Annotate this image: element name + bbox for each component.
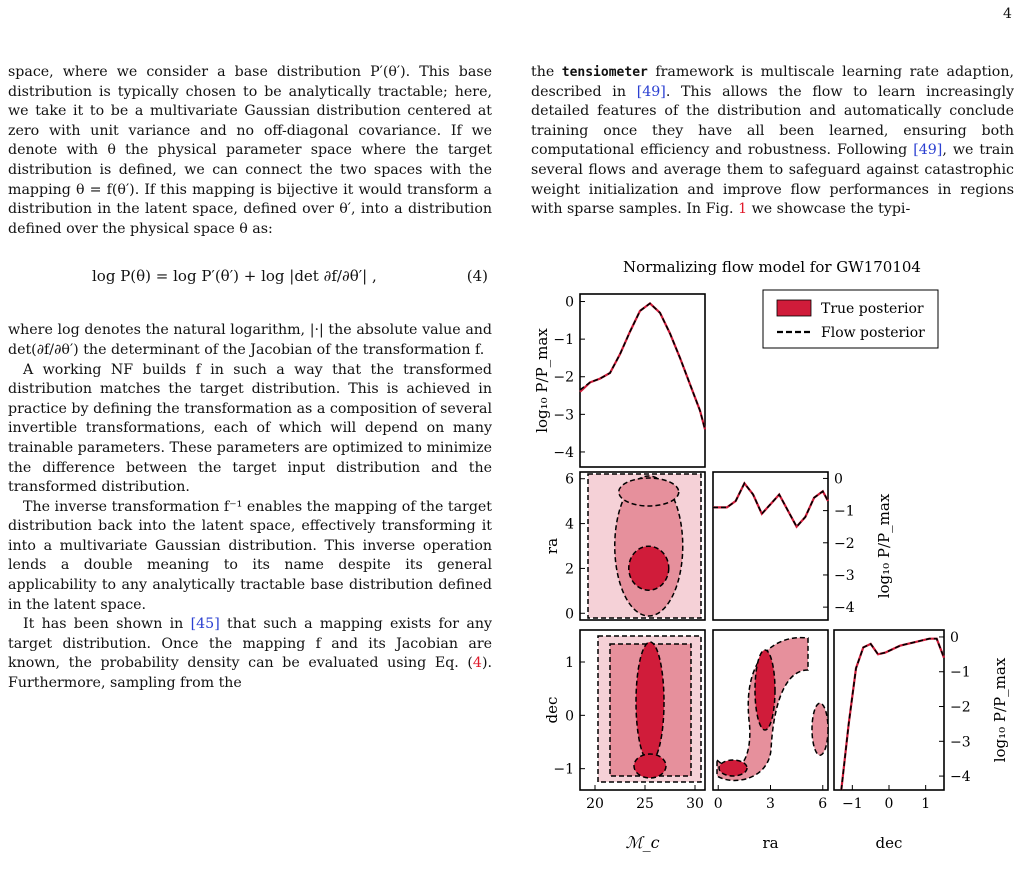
tick-label: 0 — [565, 294, 574, 311]
text-span: It has been shown in — [23, 616, 191, 633]
legend-label: Flow posterior — [821, 325, 925, 341]
axis-label-logp: log₁₀ P/P_max — [991, 657, 1009, 763]
text-span: framework is multiscale learning rate adaption, described in — [531, 64, 1014, 100]
equation-number: (4) — [466, 267, 488, 286]
tick-label: 6 — [565, 471, 574, 488]
legend — [763, 290, 938, 348]
tick-label: −3 — [553, 407, 574, 424]
contour-inner — [629, 546, 669, 590]
tick-label: −4 — [950, 769, 971, 786]
corner-plot — [527, 250, 1017, 875]
tick-label: 1 — [565, 655, 574, 671]
page-number: 4 — [1003, 6, 1012, 22]
tick-label: 30 — [686, 796, 704, 812]
tick-label: −1 — [553, 761, 574, 778]
joint-mc-dec — [543, 630, 705, 812]
flow-posterior-line — [841, 639, 944, 790]
right-column — [531, 63, 1014, 220]
marginal-ra — [713, 471, 893, 620]
equation: log P(θ) = log P′(θ′) + log |det ∂f/∂θ′| , — [92, 267, 377, 286]
axis-label-logp: log₁₀ P/P_max — [875, 493, 893, 599]
tick-label: 1 — [921, 796, 931, 812]
tick-label: −4 — [553, 444, 574, 461]
paragraph: A working NF builds f in such a way that the transformed distribution matches the target distribution. This is achieved in practice by defining the transformation as a composition of several invertible transformations, each of which will depend on many trainable parameters. These parameters are optimized to minimize the difference between the target input distribution and the transformed distribution. — [8, 361, 492, 496]
citation-link[interactable]: [49] — [913, 142, 943, 159]
corner-plot-figure — [527, 250, 1017, 875]
citation-link[interactable]: [49] — [636, 83, 666, 100]
axis-label-dec: dec — [543, 696, 561, 724]
tick-label: 6 — [818, 796, 828, 812]
tick-label: −4 — [834, 600, 855, 617]
figure-link[interactable]: 1 — [738, 201, 748, 218]
text-span: we showcase the typi- — [747, 201, 911, 218]
left-column — [8, 63, 492, 694]
panel-frame — [580, 294, 705, 467]
tick-label: 4 — [565, 516, 574, 533]
axis-label-ra: ra — [762, 834, 779, 852]
citation-link[interactable]: [45] — [190, 616, 220, 633]
tick-label: −2 — [834, 535, 855, 552]
text-span: the — [531, 64, 562, 80]
tick-label: −1 — [553, 332, 574, 349]
tick-label: −2 — [950, 699, 971, 716]
tick-label: 0 — [713, 796, 723, 812]
tick-label: −1 — [950, 664, 971, 681]
axis-labels — [625, 833, 902, 852]
tick-label: −3 — [950, 734, 971, 751]
legend-swatch-true — [777, 300, 811, 316]
tick-label: −3 — [834, 567, 855, 584]
contour-middle — [812, 703, 828, 755]
tick-label: 2 — [565, 561, 574, 578]
contour-inner — [755, 650, 775, 730]
axis-label-dec: dec — [875, 834, 903, 852]
tick-label: 0 — [565, 606, 574, 623]
tick-label: 3 — [766, 796, 775, 812]
true-posterior-line — [841, 639, 944, 790]
axis-label-mc: ℳ_c — [625, 833, 660, 852]
axis-label-logp: log₁₀ P/P_max — [533, 328, 551, 433]
marginal-dec — [834, 630, 1009, 812]
paragraph — [8, 615, 492, 693]
text-span: that such a mapping exists for any target distribution. Once the mapping f and its Jacobian are known, the probability density can be evaluated using Eq. ( — [8, 616, 492, 672]
tick-label: −1 — [834, 503, 855, 520]
contour-inner — [634, 754, 666, 778]
paragraph: space, where we consider a base distribution P′(θ′). This base distribution is typically chosen to be analytically tractable; here, we take it to be a multivariate Gaussian distribution centered at zero with unit variance and no off-diagonal covariance. If we denote with θ the physical parameter space where the target distribution is defined, we can connect the two spaces with the mapping θ = f(θ′). If this mapping is bijective it would transform a distribution in the latent space, defined over θ′, into a distribution defined over the physical space θ as: — [8, 64, 492, 237]
tick-label: 25 — [636, 796, 654, 812]
panel-frame — [713, 472, 828, 620]
joint-mc-ra — [543, 472, 705, 623]
tick-label: 20 — [586, 796, 604, 812]
tick-label: −2 — [553, 369, 574, 386]
contour-inner — [719, 760, 747, 776]
paragraph: The inverse transformation f⁻¹ enables the mapping of the target distribution back into the latent space, effectively transforming it into a multivariate Gaussian distribution. This inverse operation lends a double meaning to its name despite its general applicability to any analytically tractable base distribution defined in the latent space. — [8, 498, 492, 613]
tick-label: 0 — [834, 471, 843, 488]
figure-title: Normalizing flow model for GW170104 — [623, 258, 921, 276]
text-span: . This allows the flow to learn increasingly detailed features of the distribution and automatically conclude training once they have all been learned, ensuring both computational efficiency and robustness. Following — [531, 83, 1014, 159]
axis-label-ra: ra — [543, 537, 561, 555]
true-posterior-line — [580, 303, 705, 429]
tick-label: 0 — [565, 708, 574, 725]
tick-label: −1 — [842, 796, 863, 812]
paragraph — [531, 63, 1014, 220]
equation-link[interactable]: 4 — [472, 655, 482, 672]
text-span: , we train several flows and average them to safeguard against catastrophic weight initialization and improve flow performances in regions with sparse samples. In Fig. — [531, 142, 1014, 218]
text-span: ). Furthermore, sampling from the — [8, 655, 492, 692]
contour-inner — [636, 642, 664, 762]
legend-label: True posterior — [821, 301, 924, 317]
tick-label: 0 — [884, 796, 894, 812]
joint-ra-dec — [713, 630, 828, 812]
code-text: tensiometer — [561, 65, 648, 80]
flow-posterior-line — [713, 483, 828, 526]
equation-4 — [8, 245, 492, 317]
marginal-mc — [533, 294, 705, 467]
tick-label: 0 — [950, 629, 959, 646]
paragraph: where log denotes the natural logarithm, |·| the absolute value and det(∂f/∂θ′) the determinant of the Jacobian of the transformation f. — [8, 322, 492, 358]
flow-posterior-line — [580, 303, 705, 429]
contour-middle — [619, 478, 679, 506]
